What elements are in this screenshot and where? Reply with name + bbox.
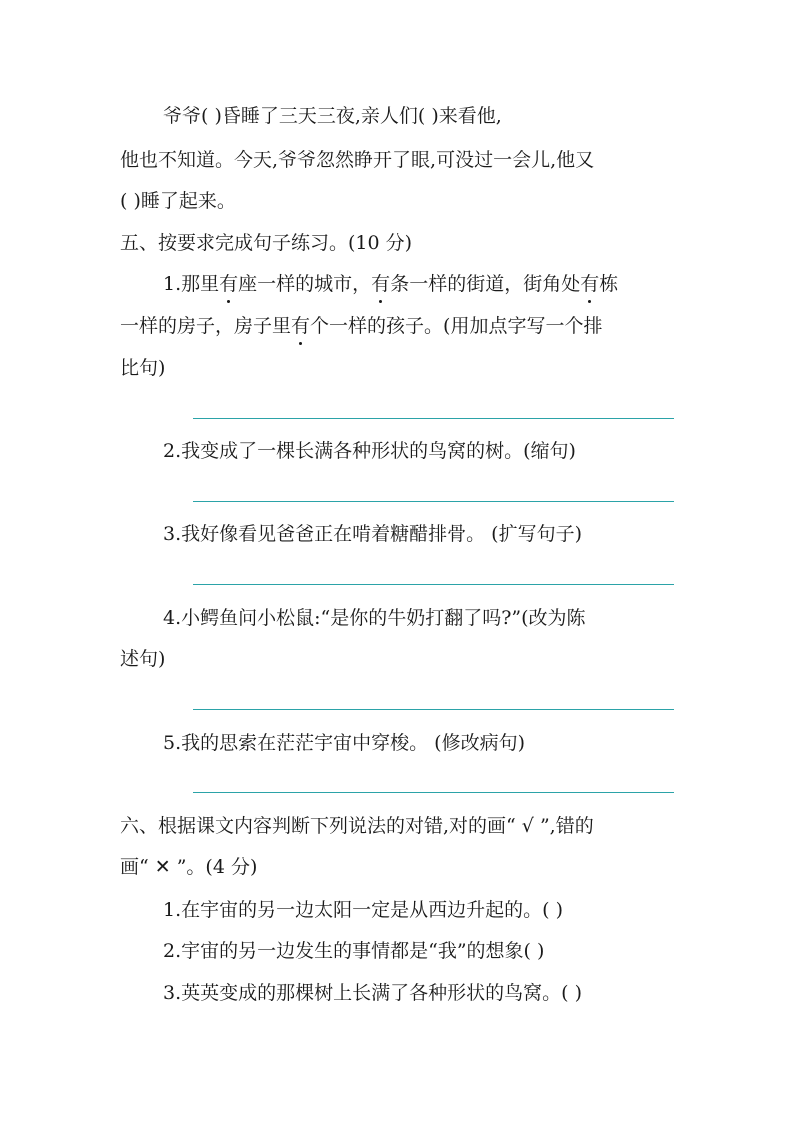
passage-line-3: ( )睡了起来。 (120, 190, 236, 212)
q4-line-2: 述句) (120, 648, 166, 670)
q1-text-f: 个一样的孩子。(用加点字写一个排 (310, 315, 603, 337)
q1-text-a: 1.那里 (163, 273, 220, 295)
q1-line-1 (163, 272, 618, 296)
section-6-heading-line-2: 画“ ✕ ”。(4 分) (120, 856, 258, 878)
answer-line-2[interactable] (193, 501, 674, 502)
emphasis-char: 有 (580, 273, 600, 295)
q1-line-2 (120, 314, 602, 338)
q1-text-b: 座一样的城市， (238, 273, 372, 295)
q1-text-e: 一样的房子，房子里 (120, 315, 292, 337)
q1-text-c: 条一样的街道，街角处 (390, 273, 581, 295)
q3-text: 3.我好像看见爸爸正在啃着糖醋排骨。 (扩写句子) (163, 523, 582, 545)
emphasis-char: 有 (219, 273, 239, 295)
q1-text-d: 栋 (599, 273, 619, 295)
emphasis-char: 有 (371, 273, 391, 295)
answer-line-4[interactable] (193, 709, 674, 710)
passage-line-1: 爷爷( )昏睡了三天三夜,亲人们( )来看他, (163, 105, 502, 127)
judge-statement-1[interactable]: 1.在宇宙的另一边太阳一定是从西边升起的。( ) (163, 899, 563, 921)
q2-text: 2.我变成了一棵长满各种形状的鸟窝的树。(缩句) (163, 440, 576, 462)
q4-line-1: 4.小鳄鱼问小松鼠:“是你的牛奶打翻了吗?”(改为陈 (163, 607, 586, 629)
answer-line-1[interactable] (193, 418, 674, 419)
judge-statement-3[interactable]: 3.英英变成的那棵树上长满了各种形状的鸟窝。( ) (163, 982, 582, 1004)
q1-line-3: 比句) (120, 357, 166, 379)
passage-line-2: 他也不知道。今天,爷爷忽然睁开了眼,可没过一会儿,他又 (120, 149, 595, 171)
answer-line-3[interactable] (193, 584, 674, 585)
q5-text: 5.我的思索在茫茫宇宙中穿梭。 (修改病句) (163, 732, 525, 754)
section-5-heading: 五、按要求完成句子练习。(10 分) (120, 232, 413, 254)
judge-statement-2[interactable]: 2.宇宙的另一边发生的事情都是“我”的想象( ) (163, 940, 545, 962)
answer-line-5[interactable] (193, 792, 674, 793)
section-6-heading-line-1: 六、根据课文内容判断下列说法的对错,对的画“ √ ”,错的 (120, 815, 594, 837)
emphasis-char: 有 (291, 315, 311, 337)
